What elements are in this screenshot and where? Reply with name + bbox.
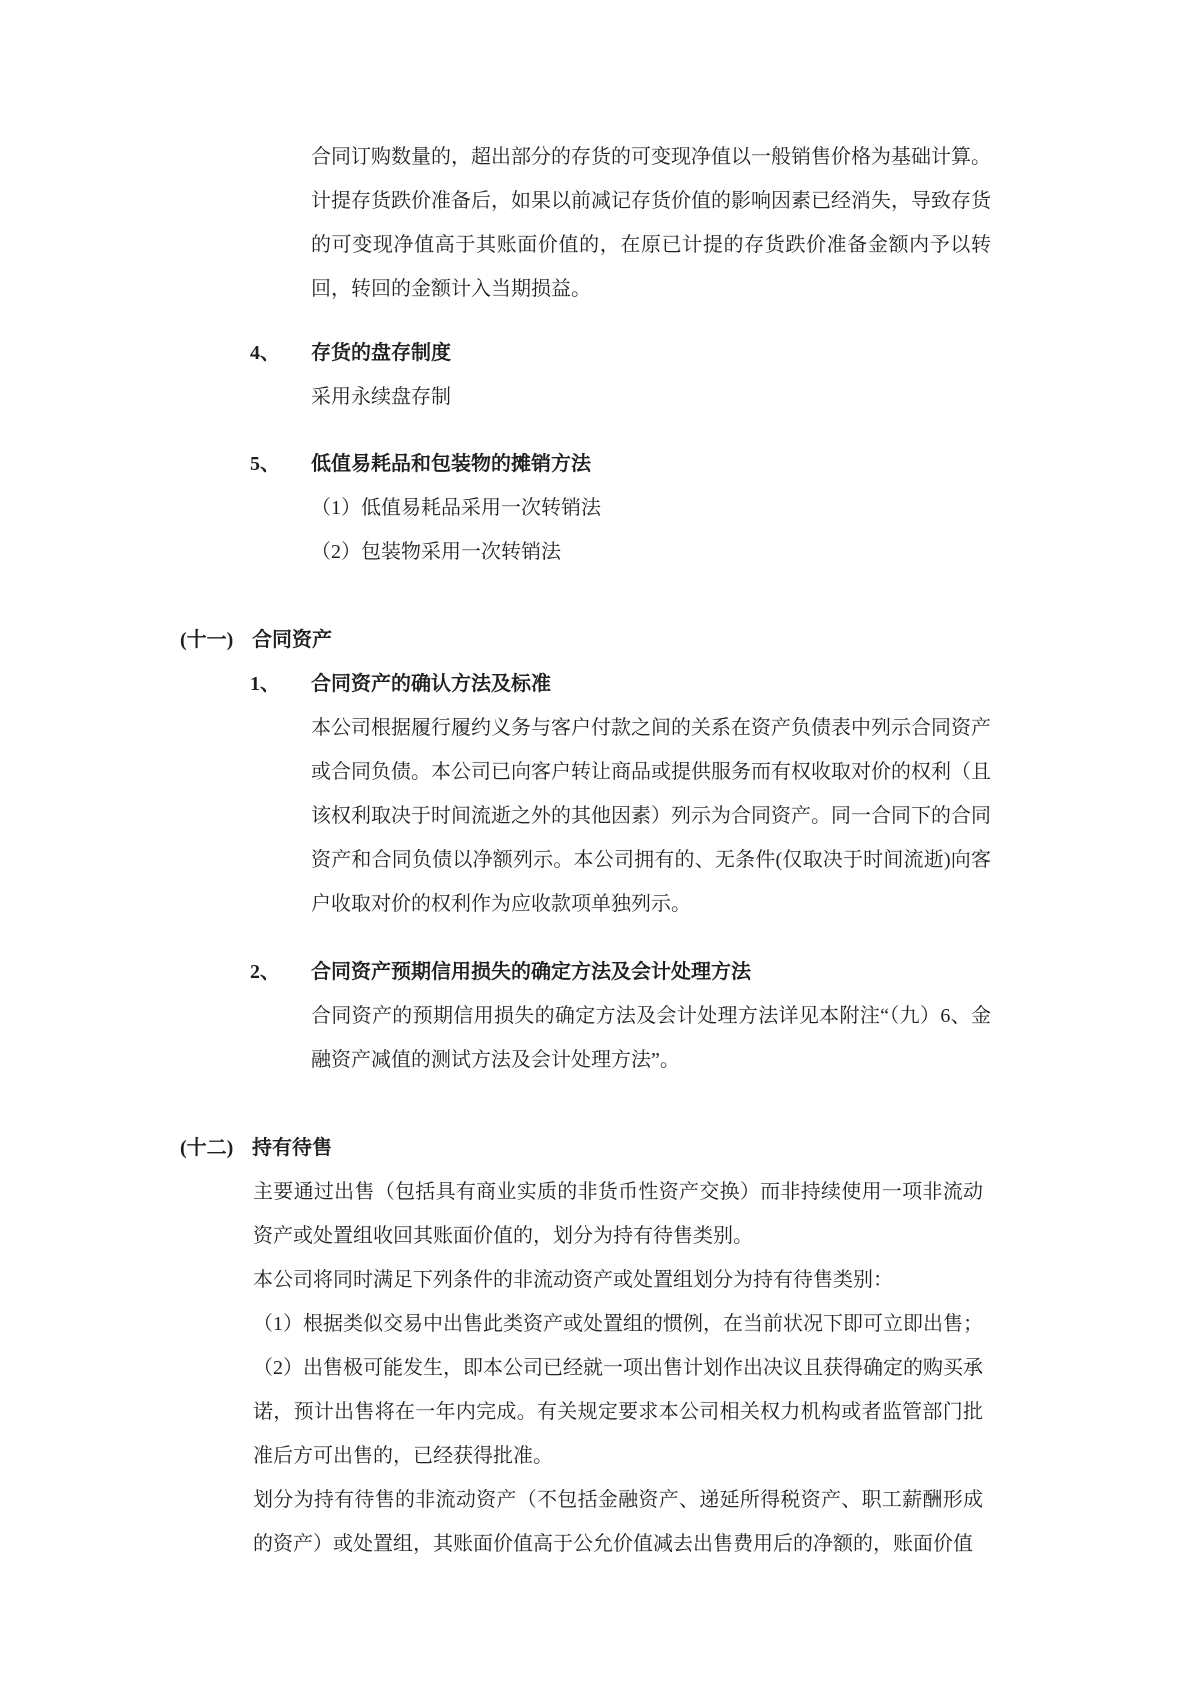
paragraph: 本公司根据履行履约义务与客户付款之间的关系在资产负债表中列示合同资产或合同负债。本公司已向客户转让商品或提供服务而有权收取对价的权利（且该权利取决于时间流逝之外的其他因素）列示为合同资产。同一合同下的合同资产和合同负债以净额列示。本公司拥有的、无条件(仅取决于时间流逝)向客户收取对价的权利作为应收款项单独列示。 (311, 717, 991, 915)
list-item: （1）根据类似交易中出售此类资产或处置组的惯例，在当前状况下即可立即出售； (253, 1313, 983, 1335)
section-heading (250, 331, 991, 375)
subsection-number: 1、 (250, 673, 280, 695)
subsection-heading (250, 950, 991, 994)
section-heading (180, 1126, 991, 1170)
section-body (311, 375, 991, 419)
subsection-11-1-recognition (250, 662, 991, 926)
section-title: 存货的盘存制度 (311, 342, 451, 364)
section-number: 4、 (250, 342, 280, 364)
subsection-number: 2、 (250, 961, 280, 983)
section-5-amortization-method (250, 442, 991, 574)
section-heading (250, 442, 991, 486)
section-number: (十一) (180, 629, 234, 651)
paragraph: 本公司将同时满足下列条件的非流动资产或处置组划分为持有待售类别： (253, 1269, 893, 1291)
section-title: 低值易耗品和包装物的摊销方法 (311, 453, 591, 475)
section-12-heading-held-for-sale (180, 1126, 991, 1170)
subsection-body (311, 994, 991, 1082)
section-number: 5、 (250, 453, 280, 475)
list-item: （2）出售极可能发生，即本公司已经就一项出售计划作出决议且获得确定的购买承诺，预计出售将在一年内完成。有关规定要求本公司相关权力机构或者监管部门批准后方可出售的，已经获得批准。 (253, 1357, 983, 1467)
subsection-heading (250, 662, 991, 706)
subsection-body (311, 706, 991, 926)
section-title: 持有待售 (252, 1137, 332, 1159)
paragraph: 采用永续盘存制 (311, 386, 451, 408)
paragraph: 主要通过出售（包括具有商业实质的非货币性资产交换）而非持续使用一项非流动资产或处置组收回其账面价值的，划分为持有待售类别。 (253, 1181, 983, 1247)
list-item: （2）包装物采用一次转销法 (311, 541, 561, 563)
paragraph: 合同订购数量的，超出部分的存货的可变现净值以一般销售价格为基础计算。计提存货跌价准备后，如果以前减记存货价值的影响因素已经消失，导致存货的可变现净值高于其账面价值的，在原已计提的存货跌价准备金额内予以转回，转回的金额计入当期损益。 (311, 146, 991, 300)
subsection-title: 合同资产预期信用损失的确定方法及会计处理方法 (311, 961, 751, 983)
paragraph: 合同资产的预期信用损失的确定方法及会计处理方法详见本附注“（九）6、金融资产减值的测试方法及会计处理方法”。 (311, 1005, 991, 1071)
section-title: 合同资产 (252, 629, 332, 651)
section-12-body (253, 1170, 983, 1566)
list-item: （1）低值易耗品采用一次转销法 (311, 497, 601, 519)
subsection-11-2-expected-credit-loss (250, 950, 991, 1082)
section-heading (180, 618, 991, 662)
subsection-title: 合同资产的确认方法及标准 (311, 673, 551, 695)
paragraph: 划分为持有待售的非流动资产（不包括金融资产、递延所得税资产、职工薪酬形成的资产）或处置组，其账面价值高于公允价值减去出售费用后的净额的，账面价值 (253, 1489, 983, 1555)
intro-paragraph-block (311, 135, 991, 311)
section-4-inventory-system (250, 331, 991, 419)
section-body (311, 486, 991, 574)
section-11-heading-contract-assets (180, 618, 991, 662)
section-number: (十二) (180, 1137, 234, 1159)
